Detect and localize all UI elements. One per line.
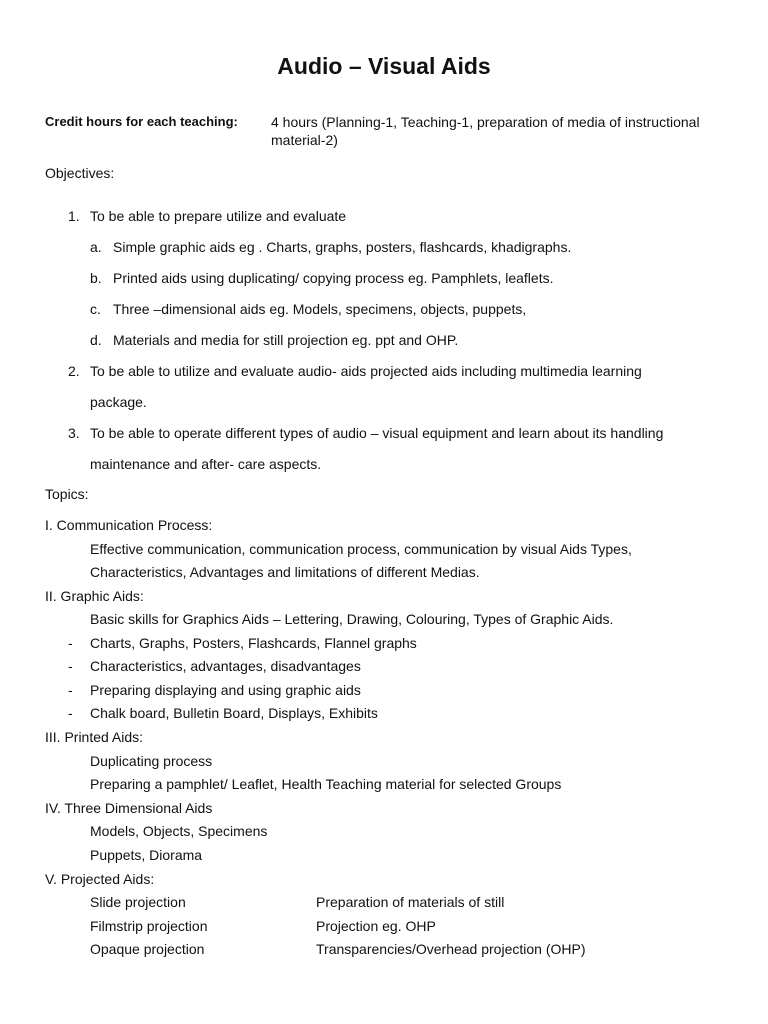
section-4-heading: IV. Three Dimensional Aids [45,800,213,816]
section-2-bullet-4: Chalk board, Bulletin Board, Displays, Exhibits [90,705,378,721]
objective-3-line2: maintenance and after- care aspects. [90,456,322,472]
credit-value-line2: material-2) [271,132,338,148]
projection-row-3-right: Transparencies/Overhead projection (OHP) [316,941,586,957]
projection-row-2-left: Filmstrip projection [90,918,208,934]
objectives-heading: Objectives: [45,165,115,181]
bullet-dash: - [68,705,73,721]
section-2-bullet-1: Charts, Graphs, Posters, Flashcards, Flannel graphs [90,635,417,651]
section-2-heading: II. Graphic Aids: [45,588,144,604]
credit-label: Credit hours for each teaching: [45,114,238,129]
objective-sub-b-text: Printed aids using duplicating/ copying process eg. Pamphlets, leaflets. [113,270,554,286]
projection-row-1-right: Preparation of materials of still [316,894,505,910]
section-1-line2: Characteristics, Advantages and limitations of different Medias. [90,564,480,580]
section-2-bullet-3: Preparing displaying and using graphic aids [90,682,361,698]
objective-sub-b-letter: b. [90,270,102,286]
objective-2-number: 2. [68,363,80,379]
section-1-line1: Effective communication, communication process, communication by visual Aids Types, [90,541,632,557]
section-3-heading: III. Printed Aids: [45,729,144,745]
projection-row-1-left: Slide projection [90,894,186,910]
projection-row-2-right: Projection eg. OHP [316,918,436,934]
topics-heading: Topics: [45,486,89,502]
section-5-heading: V. Projected Aids: [45,871,155,887]
objective-3-number: 3. [68,425,80,441]
credit-value-line1: 4 hours (Planning-1, Teaching-1, preparation of media of instructional [271,114,700,130]
section-1-heading: I. Communication Process: [45,517,213,533]
section-3-line1: Duplicating process [90,753,213,769]
objective-1-text: To be able to prepare utilize and evaluate [90,208,347,224]
objective-sub-a-letter: a. [90,239,102,255]
projection-row-3-left: Opaque projection [90,941,205,957]
objective-sub-d-text: Materials and media for still projection eg. ppt and OHP. [113,332,459,348]
section-2-intro: Basic skills for Graphics Aids – Lettering, Drawing, Colouring, Types of Graphic Aids. [90,611,614,627]
page-title: Audio – Visual Aids [277,53,491,79]
bullet-dash: - [68,635,73,651]
objective-1-number: 1. [68,208,80,224]
section-4-line2: Puppets, Diorama [90,847,203,863]
section-4-line1: Models, Objects, Specimens [90,823,268,839]
objective-sub-c-text: Three –dimensional aids eg. Models, specimens, objects, puppets, [113,301,527,317]
bullet-dash: - [68,682,73,698]
section-2-bullet-2: Characteristics, advantages, disadvantages [90,658,361,674]
section-3-line2: Preparing a pamphlet/ Leaflet, Health Teaching material for selected Groups [90,776,562,792]
bullet-dash: - [68,658,73,674]
objective-sub-d-letter: d. [90,332,102,348]
objective-3-line1: To be able to operate different types of audio – visual equipment and learn about its handling [90,425,664,441]
objective-2-line2: package. [90,394,147,410]
objective-sub-a-text: Simple graphic aids eg . Charts, graphs, posters, flashcards, khadigraphs. [113,239,572,255]
objective-sub-c-letter: c. [90,301,101,317]
objective-2-line1: To be able to utilize and evaluate audio- aids projected aids including multimedia learning [90,363,642,379]
